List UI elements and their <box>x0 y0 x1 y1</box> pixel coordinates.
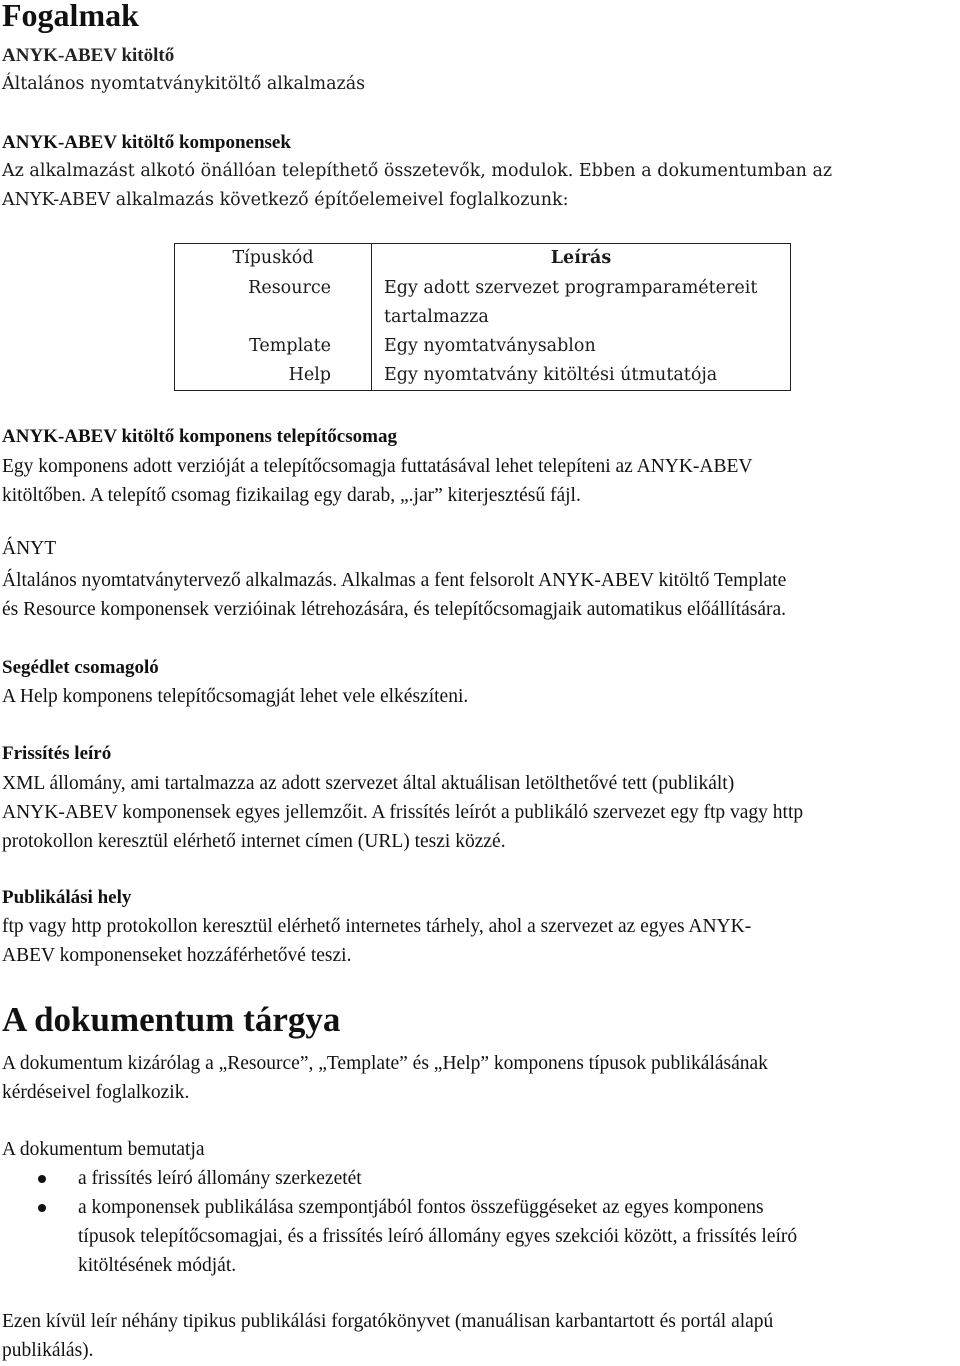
column-header-tipuskod: Típuskód <box>175 244 372 275</box>
text-line: ANYK-ABEV komponensek egyes jellemzőit. A frissítés leírót a publikáló szervezet egy ftp vagy http <box>2 802 804 823</box>
term-anyk-abev-kitolto: ANYK-ABEV kitöltő <box>2 45 175 66</box>
component-type-table <box>174 243 791 391</box>
text-line: ABEV komponenseket hozzáférhetővé teszi. <box>2 945 352 966</box>
closing-paragraph <box>2 1307 773 1365</box>
table-row <box>175 274 791 332</box>
table-row <box>175 332 791 361</box>
cell-code: Template <box>175 332 372 361</box>
term-segedlet-csomagolo: Segédlet csomagoló <box>2 657 159 678</box>
desc-anyk-abev-kitolto: Általános nyomtatványkitöltő alkalmazás <box>2 74 366 94</box>
cell-desc-line: Egy nyomtatványsablon <box>384 336 596 356</box>
desc-anyt <box>2 566 786 624</box>
text-line: Általános nyomtatványtervező alkalmazás. Alkalmas a fent felsorolt ANYK-ABEV kitöltő Template <box>2 570 787 591</box>
text-line: kérdéseivel foglalkozik. <box>2 1082 190 1103</box>
term-telepitocsomag: ANYK-ABEV kitöltő komponens telepítőcsomag <box>2 426 397 447</box>
cell-desc-line: tartalmazza <box>384 307 489 327</box>
term-frissites-leiro: Frissítés leíró <box>2 743 112 764</box>
text-line: protokollon keresztül elérhető internet címen (URL) teszi közzé. <box>2 831 506 852</box>
list-item <box>78 1164 362 1193</box>
desc-publikalasi-hely <box>2 912 751 970</box>
text-line: Ezen kívül leír néhány tipikus publikálási forgatókönyvet (manuálisan karbantartott és portál alapú <box>2 1311 774 1332</box>
cell-code: Help <box>175 361 372 391</box>
section-title-targy: A dokumentum tárgya <box>2 1000 341 1039</box>
text-line: Egy komponens adott verzióját a telepítőcsomagja futtatásával lehet telepíteni az ANYK-ABEV <box>2 456 753 477</box>
text-line: ANYK-ABEV alkalmazás következő építőelemeivel foglalkozunk: <box>2 190 569 210</box>
term-komponensek: ANYK-ABEV kitöltő komponensek <box>2 132 291 153</box>
term-anyt: ÁNYT <box>2 538 57 559</box>
text-line: A dokumentum kizárólag a „Resource”, „Template” és „Help” komponens típusok publikálásának <box>2 1053 768 1074</box>
text-line: A Help komponens telepítőcsomagját lehet vele elkészíteni. <box>2 686 469 707</box>
list-item <box>78 1193 797 1280</box>
desc-segedlet-csomagolo <box>2 682 468 711</box>
cell-code: Resource <box>175 274 372 332</box>
term-publikalasi-hely: Publikálási hely <box>2 887 132 908</box>
section-title-fogalmak: Fogalmak <box>2 0 139 33</box>
text-line: XML állomány, ami tartalmazza az adott szervezet által aktuálisan letölthetővé tett (publikált) <box>2 773 735 794</box>
text-line: kitöltőben. A telepítő csomag fizikailag egy darab, „.jar” kiterjesztésű fájl. <box>2 485 581 506</box>
bullet-dot-icon <box>38 1204 46 1212</box>
targy-paragraph <box>2 1049 768 1107</box>
cell-desc <box>372 274 791 332</box>
bullet-dot-icon <box>38 1175 46 1183</box>
cell-desc-line: Egy adott szervezet programparamétereit <box>384 278 758 298</box>
table-header-row <box>175 244 791 275</box>
bemutatja-intro: A dokumentum bemutatja <box>2 1139 205 1160</box>
table-row <box>175 361 791 391</box>
text-line: típusok telepítőcsomagjai, és a frissítés leíró állomány egyes szekciói között, a frissítés leíró <box>78 1226 798 1247</box>
text-line: a komponensek publikálása szempontjából fontos összefüggéseket az egyes komponens <box>78 1197 764 1218</box>
column-header-leiras: Leírás <box>550 248 612 268</box>
text-line: ftp vagy http protokollon keresztül elérhető internetes tárhely, ahol a szervezet az egyes ANYK- <box>2 916 752 937</box>
text-line: kitöltésének módját. <box>78 1255 237 1276</box>
cell-desc <box>372 361 791 391</box>
cell-desc-line: Egy nyomtatvány kitöltési útmutatója <box>384 365 718 385</box>
text-line: a frissítés leíró állomány szerkezetét <box>78 1168 362 1189</box>
text-line: Az alkalmazást alkotó önállóan telepíthető összetevők, modulok. Ebben a dokumentumban az <box>2 161 833 181</box>
text-line: publikálás). <box>2 1340 94 1361</box>
desc-telepitocsomag <box>2 452 753 510</box>
text-line: és Resource komponensek verzióinak létrehozására, és telepítőcsomagjaik automatikus előállítására. <box>2 599 787 620</box>
desc-komponensek <box>2 157 832 215</box>
cell-desc <box>372 332 791 361</box>
desc-frissites-leiro <box>2 769 803 856</box>
